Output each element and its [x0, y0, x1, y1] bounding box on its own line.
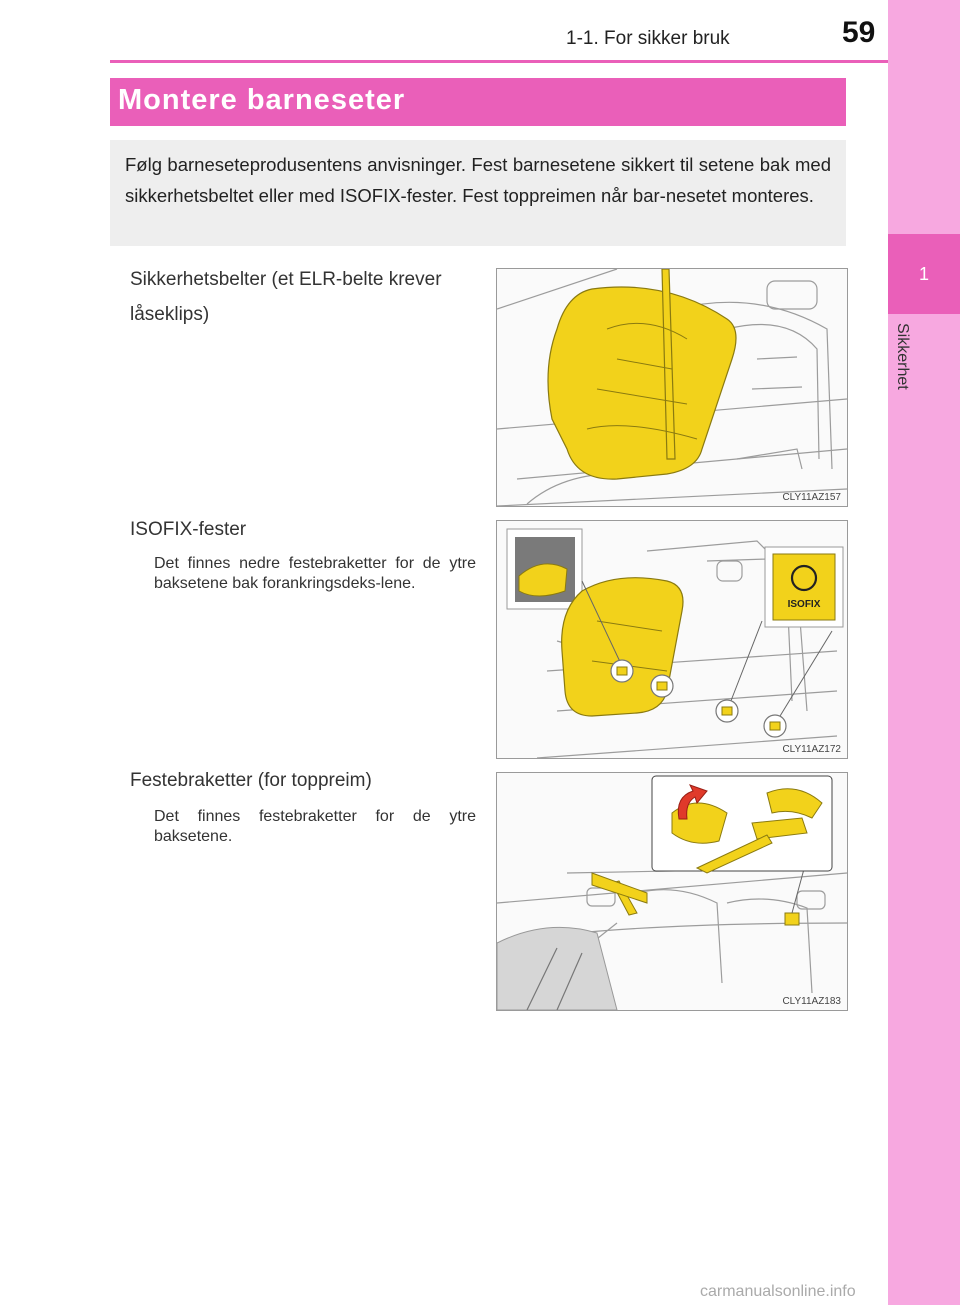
figure-tether — [496, 772, 848, 1011]
figure-isofix — [496, 520, 848, 759]
intro-text: Følg barneseteprodusentens anvisninger. Fest barnesetene sikkert til setene bak med sikkerhetsbeltet eller med ISOFIX-fester. Fest toppreimen når bar-nesetet monteres. — [125, 154, 831, 206]
item-desc-tether: Det finnes festebraketter for de ytre baksetene. — [154, 808, 476, 845]
figure-code: CLY11AZ183 — [782, 996, 841, 1007]
chapter-side-strip — [888, 0, 960, 1305]
figure-seatbelt — [496, 268, 848, 507]
isofix-badge-label: ISOFIX — [787, 599, 821, 610]
figure-code: CLY11AZ157 — [782, 492, 841, 503]
watermark: carmanualsonline.info — [700, 1283, 856, 1300]
seatbelt-illustration — [497, 269, 847, 506]
chapter-number: 1 — [918, 263, 929, 284]
isofix-illustration — [497, 521, 847, 758]
chapter-label-box — [893, 323, 923, 413]
page-heading: Montere barneseter — [118, 84, 406, 116]
heading-bar — [110, 78, 846, 126]
intro-box — [110, 140, 846, 246]
page-number: 59 — [842, 16, 876, 49]
item-title-seatbelt: Sikkerhetsbelter (et ELR-belte krever låseklips) — [130, 269, 442, 325]
item-title-tether: Festebraketter (for toppreim) — [130, 770, 372, 791]
tether-illustration — [497, 773, 847, 1010]
figure-code: CLY11AZ172 — [782, 744, 841, 755]
item-desc-isofix: Det finnes nedre festebraketter for de ytre baksetene bak forankringsdeks-lene. — [154, 555, 476, 592]
header-rule — [110, 60, 888, 63]
item-title-isofix: ISOFIX-fester — [130, 519, 247, 540]
chapter-tab[interactable] — [888, 234, 960, 314]
section-title: 1-1. For sikker bruk — [566, 28, 730, 49]
chapter-label: Sikkerhet — [894, 323, 911, 390]
